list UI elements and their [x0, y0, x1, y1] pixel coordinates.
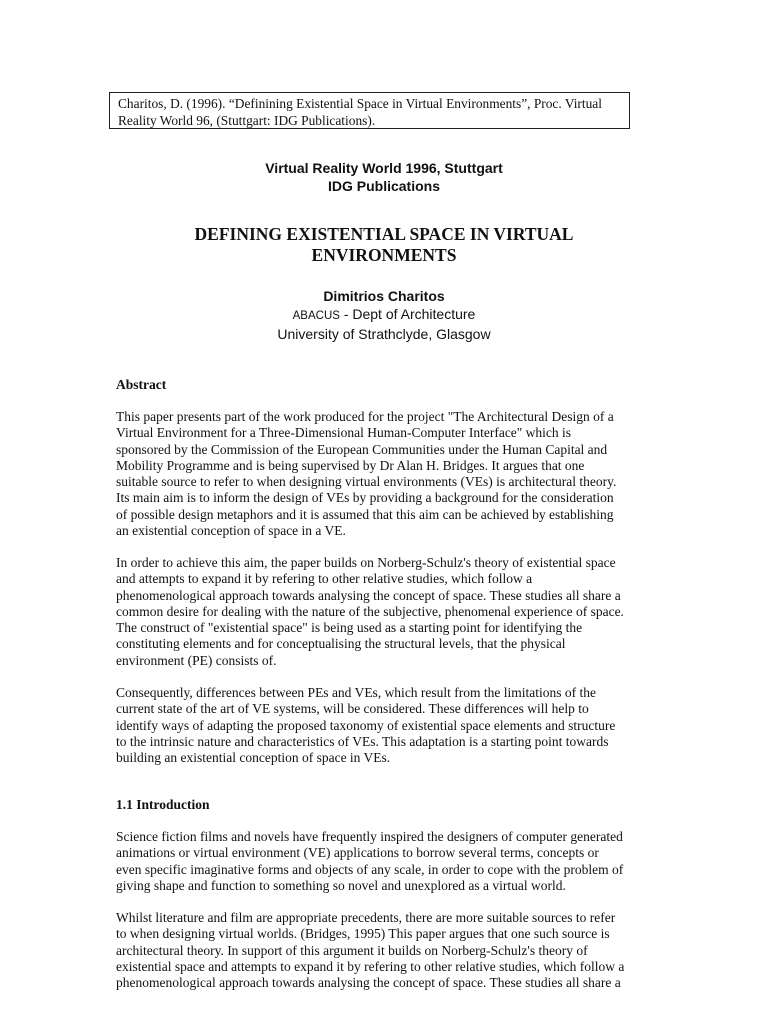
text-line: The construct of "existential space" is being used as a starting point for identifying the — [116, 620, 583, 636]
citation-box — [109, 92, 630, 129]
text-line: Science fiction films and novels have frequently inspired the designers of computer generated — [116, 829, 623, 844]
text-line: Consequently, differences between PEs and VEs, which result from the limitations of the — [116, 685, 597, 700]
publisher: IDG Publications — [327, 178, 440, 194]
text-line: animations or virtual environment (VE) applications to borrow several terms, concepts or — [116, 845, 599, 861]
text-line: giving shape and function to something so novel and unexplored as a virtual world. — [116, 877, 566, 893]
conference-name: Virtual Reality World 1996, Stuttgart — [265, 160, 503, 176]
text-line: In order to achieve this aim, the paper builds on Norberg-Schulz's theory of existential space — [116, 555, 616, 570]
text-line: an existential conception of space in a VE. — [116, 523, 346, 539]
citation-line: Reality World 96, (Stuttgart: IDG Publications). — [118, 112, 376, 128]
citation-line: Charitos, D. (1996). “Definining Existential Space in Virtual Environments”, Proc. Virtual — [118, 96, 602, 111]
university: University of Strathclyde, Glasgow — [277, 326, 491, 342]
text-line: phenomenological approach towards analysing the concept of space. These studies all share a — [116, 975, 621, 991]
abacus-label: ABACUS — [292, 310, 340, 322]
author-block — [0, 287, 768, 343]
abstract-heading: Abstract — [116, 377, 167, 392]
abstract-paragraph-2 — [116, 555, 656, 669]
text-line: architectural theory. In support of this argument it builds on Norberg-Schulz's theory of — [116, 942, 588, 958]
text-line: Mobility Programme and is being supervised by Dr Alan H. Bridges. It argues that one — [116, 457, 585, 473]
text-line: common desire for dealing with the nature of the subjective, phenomenal experience of space. — [116, 603, 624, 619]
author-name: Dimitrios Charitos — [323, 288, 445, 304]
text-line: identify ways of adapting the proposed taxonomy of existential space elements and structure — [116, 717, 616, 733]
introduction-paragraph-2 — [116, 910, 656, 991]
abstract-paragraph-1 — [116, 409, 656, 539]
title-line: ENVIRONMENTS — [311, 245, 457, 265]
text-line: to when designing virtual worlds. (Bridges, 1995) This paper argues that one such source is — [116, 926, 610, 942]
introduction-heading: 1.1 Introduction — [116, 797, 210, 812]
author-affiliation — [0, 305, 768, 325]
department: - Dept of Architecture — [339, 306, 476, 322]
text-line: to the intrinsic nature and characteristics of VEs. This adaptation is a starting point towards — [116, 733, 609, 749]
text-line: Virtual Environment for a Three-Dimensional Human-Computer Interface" which is — [116, 425, 572, 441]
introduction-paragraph-1 — [116, 829, 656, 894]
text-line: This paper presents part of the work produced for the project "The Architectural Design of a — [116, 409, 614, 424]
text-line: sponsored by the Commission of the European Communities under the Human Capital and — [116, 441, 608, 457]
text-line: and attempts to expand it by refering to other relative studies, which follow a — [116, 571, 533, 587]
text-line: Its main aim is to inform the design of VEs by providing a background for the consideration — [116, 490, 614, 506]
title-line: DEFINING EXISTENTIAL SPACE IN VIRTUAL — [194, 224, 574, 244]
text-line: Whilst literature and film are appropriate precedents, there are more suitable sources to refer — [116, 910, 616, 925]
text-line: of possible design metaphors and it is assumed that this aim can be achieved by establishing — [116, 506, 614, 522]
text-line: existential space and attempts to expand it by refering to other relative studies, which follow a — [116, 958, 625, 974]
conference-header — [0, 159, 768, 195]
text-line: environment (PE) consists of. — [116, 652, 277, 668]
text-line: building an existential conception of space in VEs. — [116, 750, 391, 766]
text-line: current state of the art of VE systems, will be considered. These differences will help to — [116, 701, 589, 717]
text-line: phenomenological approach towards analysing the concept of space. These studies all share a — [116, 587, 621, 603]
text-line: suitable source to refer to when designing virtual environments (VEs) is architectural theory. — [116, 474, 617, 490]
paper-title — [0, 224, 768, 266]
text-line: constituting elements and for conceptualising the structural levels, that the physical — [116, 636, 566, 652]
text-line: even specific imaginative forms and objects of any scale, in order to cope with the problem of — [116, 861, 624, 877]
abstract-paragraph-3 — [116, 685, 656, 766]
